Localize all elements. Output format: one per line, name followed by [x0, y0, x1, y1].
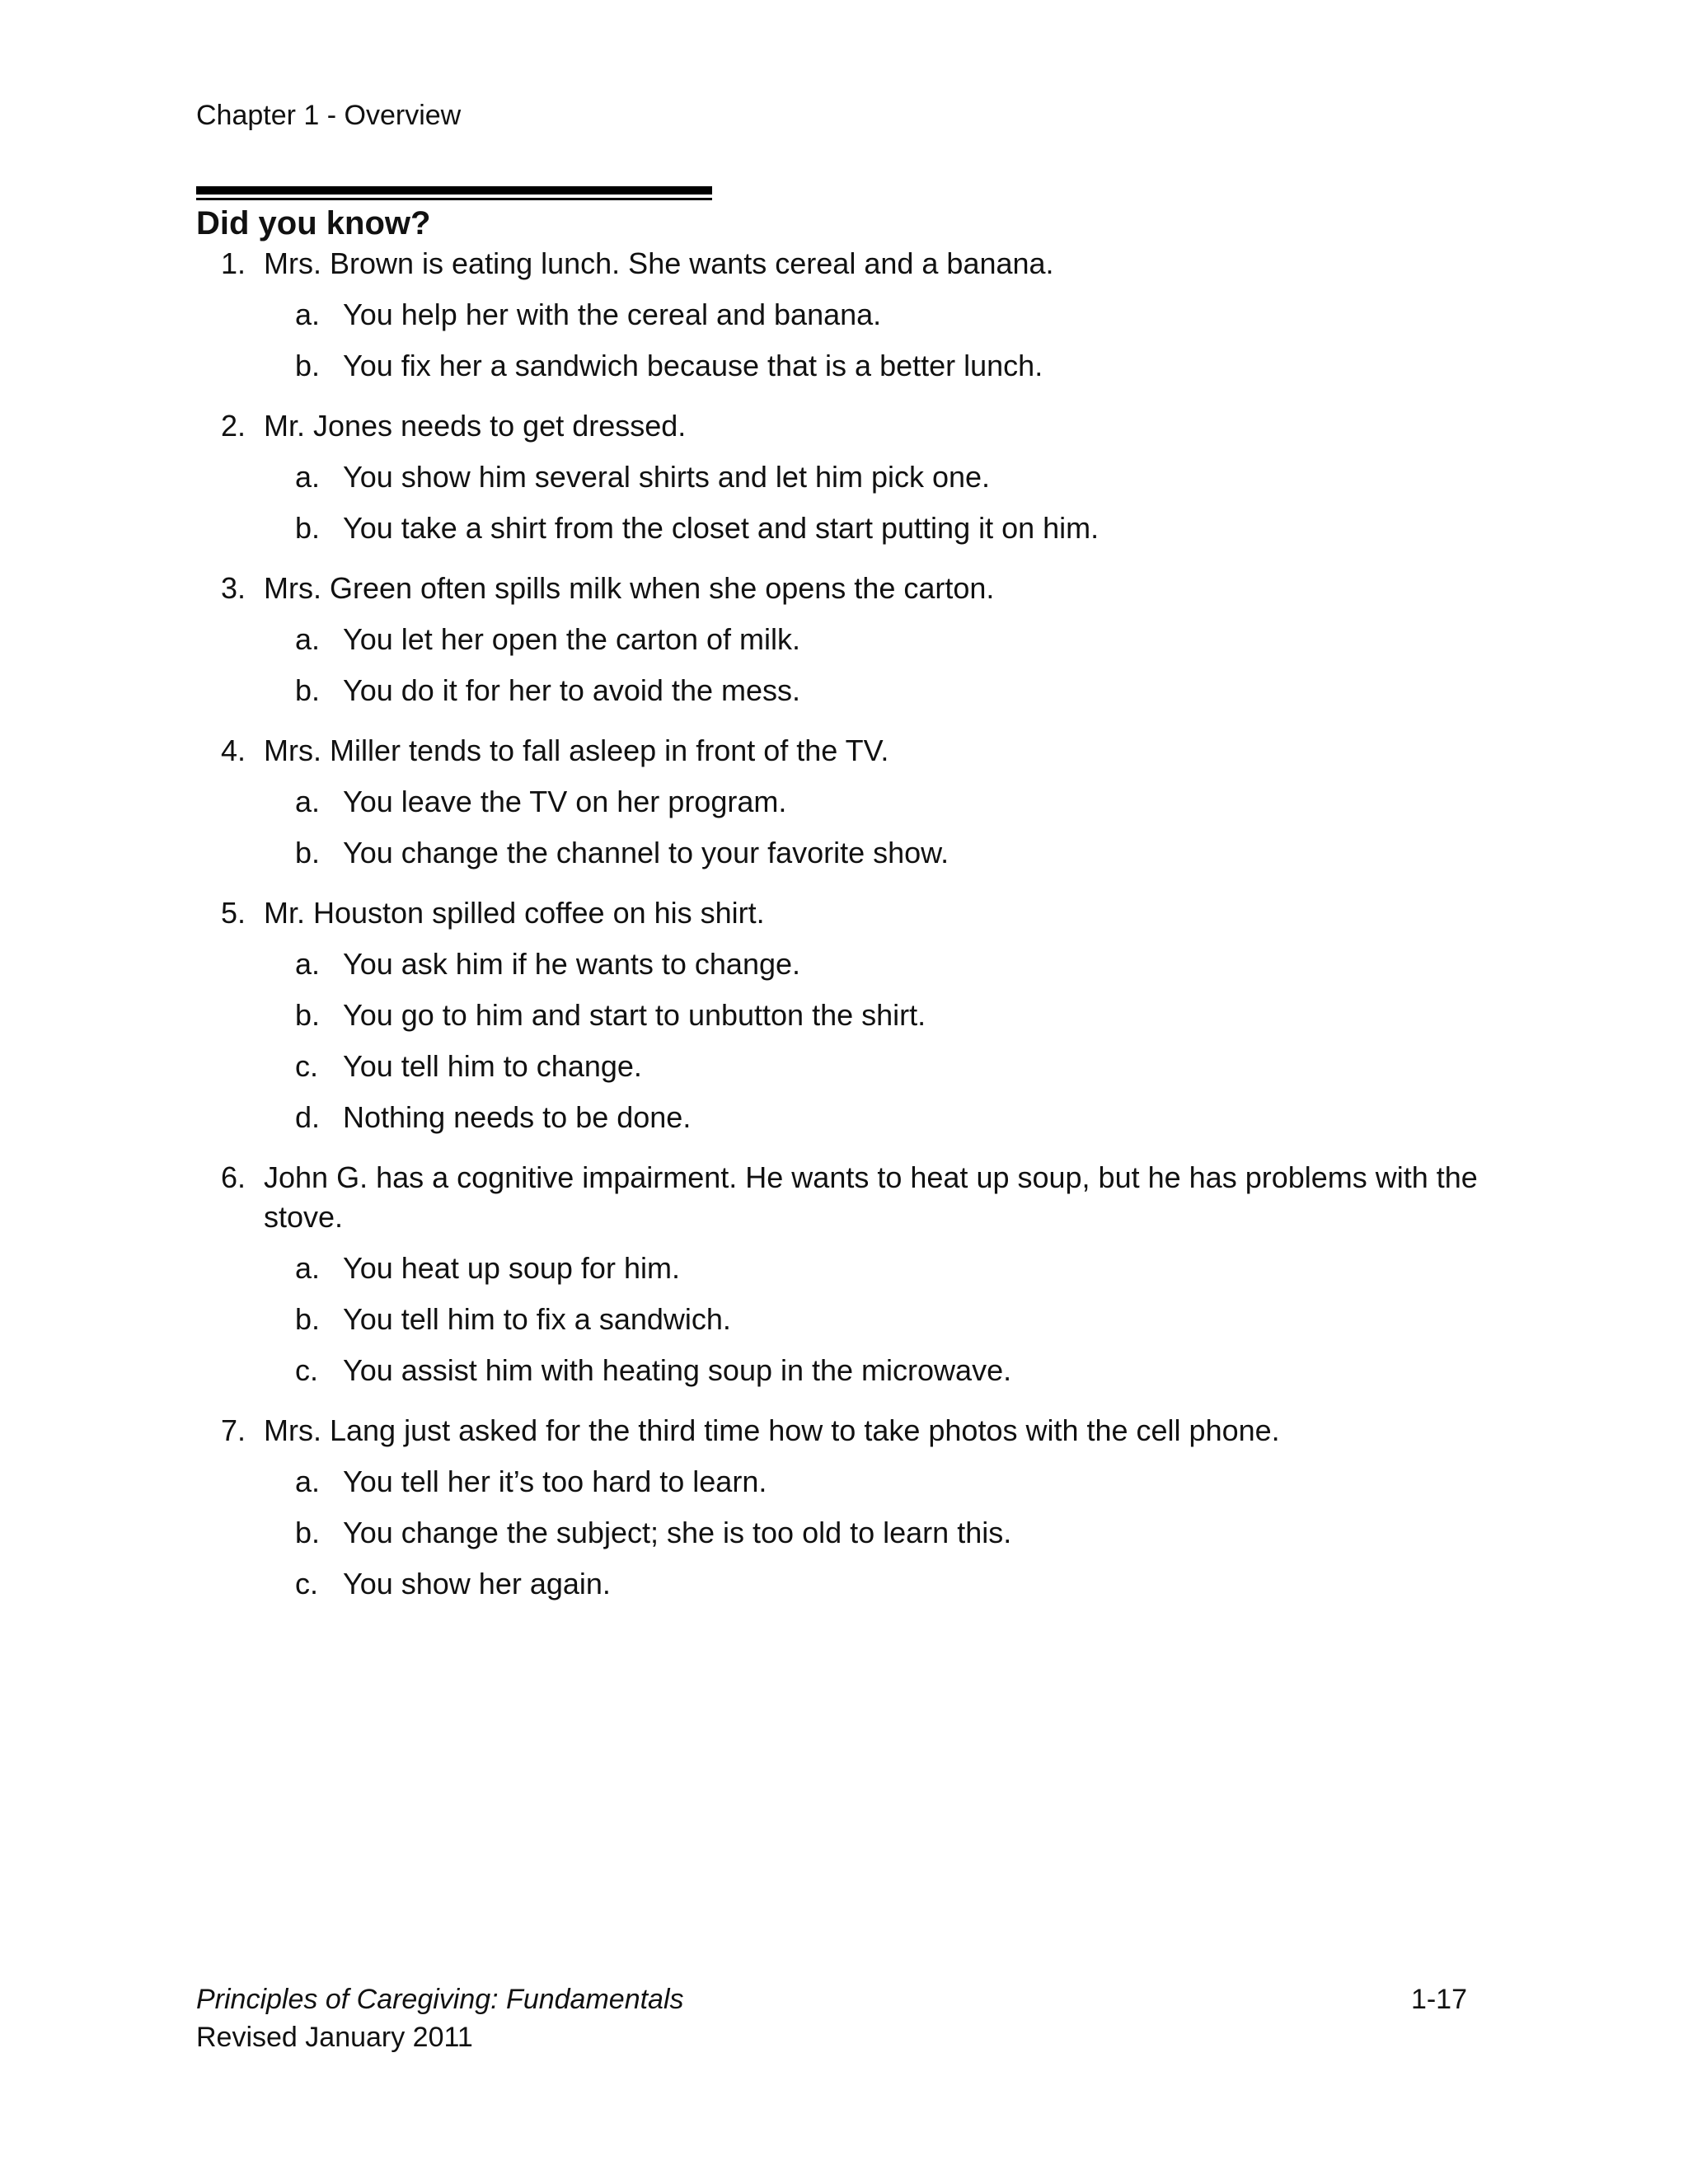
option-letter: c.	[295, 1353, 319, 1387]
answer-option	[295, 939, 1482, 990]
question-item	[196, 731, 1482, 879]
option-text: You tell her it’s too hard to learn.	[343, 1465, 767, 1498]
answer-option	[295, 503, 1482, 554]
question-list	[196, 244, 1482, 1624]
option-letter: d.	[295, 1100, 321, 1134]
question-number: 2.	[220, 409, 246, 443]
title-rule-thin	[196, 198, 712, 200]
option-text: You fix her a sandwich because that is a better lunch.	[343, 349, 1043, 382]
question-number: 7.	[220, 1413, 246, 1447]
answer-option	[295, 1345, 1482, 1396]
option-letter: a.	[295, 460, 321, 494]
option-letter: b.	[295, 673, 321, 707]
option-text: You ask him if he wants to change.	[343, 947, 801, 981]
answer-option	[295, 614, 1482, 665]
question-item	[196, 244, 1482, 391]
option-text: You heat up soup for him.	[343, 1251, 680, 1285]
option-text: You let her open the carton of milk.	[343, 622, 801, 656]
question-text: Mrs. Lang just asked for the third time how to take photos with the cell phone.	[264, 1413, 1280, 1447]
option-letter: c.	[295, 1567, 319, 1601]
option-text: You help her with the cereal and banana.	[343, 298, 882, 331]
answer-option	[295, 1294, 1482, 1345]
question-item	[196, 1411, 1482, 1610]
option-letter: a.	[295, 1465, 321, 1498]
option-text: You tell him to change.	[343, 1049, 642, 1083]
question-number: 4.	[220, 733, 246, 767]
answer-option	[295, 1092, 1482, 1143]
option-text: You change the subject; she is too old to learn this.	[343, 1516, 1012, 1549]
option-letter: c.	[295, 1049, 319, 1083]
answer-options	[196, 614, 1482, 716]
question-item	[196, 569, 1482, 716]
answer-option	[295, 1558, 1482, 1610]
footer-revised-date: Revised January 2011	[196, 2022, 473, 2053]
answer-option	[295, 665, 1482, 716]
answer-options	[196, 776, 1482, 879]
option-letter: b.	[295, 511, 321, 545]
option-letter: b.	[295, 836, 321, 869]
answer-options	[196, 1243, 1482, 1396]
option-letter: a.	[295, 785, 321, 818]
answer-option	[295, 289, 1482, 340]
answer-option	[295, 827, 1482, 879]
answer-option	[295, 452, 1482, 503]
option-text: You assist him with heating soup in the microwave.	[343, 1353, 1012, 1387]
question-row	[196, 893, 1482, 939]
option-text: You change the channel to your favorite show.	[343, 836, 950, 869]
chapter-header: Chapter 1 - Overview	[196, 100, 462, 131]
question-row	[196, 731, 1482, 776]
footer-page-number: 1-17	[1410, 1984, 1467, 2015]
answer-option	[295, 776, 1482, 827]
option-text: You show him several shirts and let him pick one.	[343, 460, 991, 494]
question-row	[196, 406, 1482, 452]
title-rule-thick	[196, 186, 712, 194]
option-letter: b.	[295, 1516, 321, 1549]
footer-book-title: Principles of Caregiving: Fundamentals	[196, 1984, 684, 2015]
question-text: Mrs. Miller tends to fall asleep in front of the TV.	[264, 733, 889, 767]
answer-option	[295, 1243, 1482, 1294]
answer-option	[295, 1456, 1482, 1507]
option-text: You do it for her to avoid the mess.	[343, 673, 800, 707]
question-row	[196, 1411, 1482, 1456]
option-letter: b.	[295, 1302, 321, 1336]
option-text: You take a shirt from the closet and start putting it on him.	[343, 511, 1100, 545]
question-item	[196, 1158, 1482, 1396]
answer-option	[295, 1041, 1482, 1092]
option-letter: a.	[295, 947, 321, 981]
question-text: Mr. Jones needs to get dressed.	[264, 409, 687, 443]
option-text: You go to him and start to unbutton the shirt.	[343, 998, 926, 1032]
answer-options	[196, 939, 1482, 1143]
question-number: 3.	[220, 571, 246, 605]
option-text: You leave the TV on her program.	[343, 785, 787, 818]
option-text: You show her again.	[343, 1567, 611, 1601]
answer-option	[295, 990, 1482, 1041]
question-item	[196, 893, 1482, 1143]
question-text: John G. has a cognitive impairment. He wants to heat up soup, but he has problems with the stove.	[264, 1160, 1478, 1234]
option-text: Nothing needs to be done.	[343, 1100, 692, 1134]
answer-options	[196, 289, 1482, 391]
question-number: 6.	[220, 1160, 246, 1194]
answer-option	[295, 1507, 1482, 1558]
option-letter: a.	[295, 298, 321, 331]
option-text: You tell him to fix a sandwich.	[343, 1302, 731, 1336]
question-number: 1.	[220, 246, 246, 280]
question-text: Mrs. Green often spills milk when she opens the carton.	[264, 571, 995, 605]
question-item	[196, 406, 1482, 554]
option-letter: b.	[295, 998, 321, 1032]
option-letter: a.	[295, 1251, 321, 1285]
question-number: 5.	[220, 896, 246, 930]
question-row	[196, 244, 1482, 289]
question-row	[196, 1158, 1482, 1243]
option-letter: a.	[295, 622, 321, 656]
question-text: Mr. Houston spilled coffee on his shirt.	[264, 896, 765, 930]
answer-options	[196, 452, 1482, 554]
answer-options	[196, 1456, 1482, 1610]
question-row	[196, 569, 1482, 614]
question-text: Mrs. Brown is eating lunch. She wants cereal and a banana.	[264, 246, 1054, 280]
option-letter: b.	[295, 349, 321, 382]
answer-option	[295, 340, 1482, 391]
section-title: Did you know?	[196, 205, 431, 241]
